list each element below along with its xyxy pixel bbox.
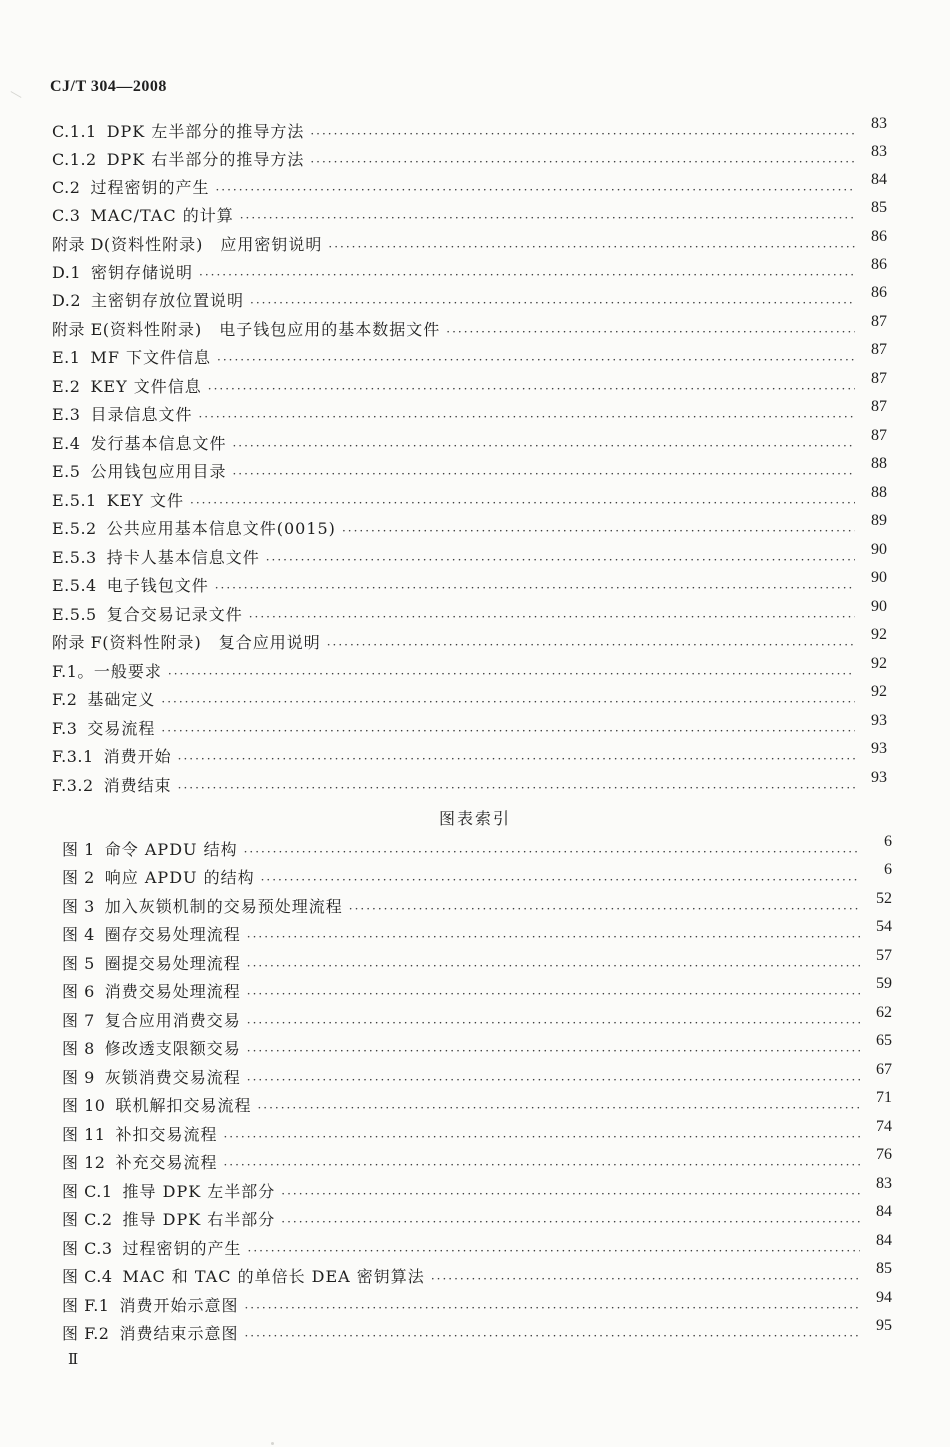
toc-entry-page: 87 bbox=[871, 341, 887, 358]
toc-entry-number: E.1 bbox=[52, 348, 81, 367]
page-number: Ⅱ bbox=[68, 1352, 79, 1368]
toc-entry-page: 87 bbox=[871, 398, 887, 415]
figure-entry-number: 图 11 bbox=[62, 1125, 106, 1144]
toc-entry-number: E.5.5 bbox=[52, 605, 97, 624]
toc-entry-number: F.3.2 bbox=[52, 776, 94, 795]
toc-entry-number: F.3 bbox=[52, 719, 78, 738]
figure-entry-page: 84 bbox=[876, 1203, 892, 1220]
figure-entry bbox=[62, 1176, 892, 1202]
figure-entry bbox=[62, 1290, 892, 1316]
toc-entry-title: 基础定义 bbox=[87, 690, 156, 709]
toc-entry-title: DPK 左半部分的推导方法 bbox=[106, 122, 305, 141]
toc-entry-number: C.3 bbox=[52, 206, 81, 225]
toc-entry-title: 公用钱包应用目录 bbox=[90, 462, 227, 481]
figure-entry-title: 过程密钥的产生 bbox=[122, 1239, 242, 1258]
dot-leader bbox=[247, 958, 860, 974]
toc-entry-title: (资料性附录) 电子钱包应用的基本数据文件 bbox=[102, 320, 441, 339]
toc-entry-number: E.4 bbox=[52, 434, 81, 453]
figure-entry-number: 图 C.4 bbox=[62, 1267, 113, 1286]
figure-entry-title: 修改透支限额交易 bbox=[104, 1039, 241, 1058]
toc-entry-title: MAC/TAC 的计算 bbox=[90, 206, 234, 225]
toc-entry-title: (资料性附录) 应用密钥说明 bbox=[103, 235, 323, 254]
figure-entry-title: 灰锁消费交易流程 bbox=[104, 1068, 241, 1087]
dot-leader bbox=[247, 1072, 860, 1088]
figure-entry-title: 圈提交易处理流程 bbox=[104, 954, 241, 973]
figure-entry bbox=[62, 1261, 892, 1287]
toc-entry-title: 电子钱包文件 bbox=[106, 576, 209, 595]
figure-entry-number: 图 3 bbox=[62, 897, 95, 916]
figure-entry-title: 命令 APDU 结构 bbox=[104, 840, 238, 859]
toc-entry-page: 86 bbox=[871, 228, 887, 245]
toc-entry-title: 交易流程 bbox=[87, 719, 156, 738]
dot-leader bbox=[247, 1015, 860, 1031]
figure-index-title: 图表索引 bbox=[438, 809, 511, 828]
figure-entry-title: MAC 和 TAC 的单倍长 DEA 密钥算法 bbox=[122, 1267, 425, 1286]
dot-leader bbox=[257, 1100, 860, 1116]
toc-entry-page: 89 bbox=[871, 512, 887, 529]
figure-entry-title: 消费结束示意图 bbox=[119, 1324, 239, 1343]
figure-entry-page: 85 bbox=[876, 1260, 892, 1277]
figure-entry-title: 消费交易处理流程 bbox=[104, 982, 241, 1001]
figure-entry-page: 84 bbox=[876, 1232, 892, 1249]
toc-entry-number: C.1.2 bbox=[52, 150, 97, 169]
toc-entry-title: 发行基本信息文件 bbox=[90, 434, 227, 453]
toc-entry-number: D.1 bbox=[52, 263, 82, 282]
toc-entry-page: 86 bbox=[871, 284, 887, 301]
figure-entry bbox=[62, 919, 892, 945]
toc-entry-number: F.3.1 bbox=[52, 747, 94, 766]
dot-leader bbox=[261, 872, 860, 888]
toc-entry-number: F.2 bbox=[52, 690, 78, 709]
figure-entry-number: 图 F.1 bbox=[62, 1296, 110, 1315]
toc-entry-page: 90 bbox=[871, 569, 887, 586]
figure-entry-page: 67 bbox=[876, 1061, 892, 1078]
figure-entry-page: 57 bbox=[876, 947, 892, 964]
figure-entry-title: 圈存交易处理流程 bbox=[104, 925, 241, 944]
figure-entry-number: 图 2 bbox=[62, 868, 95, 887]
toc-entry-number: E.5.1 bbox=[52, 491, 97, 510]
figure-entry-number: 图 8 bbox=[62, 1039, 95, 1058]
figure-entry-page: 71 bbox=[876, 1089, 892, 1106]
figure-entry bbox=[62, 1147, 892, 1173]
toc-entry-page: 84 bbox=[871, 171, 887, 188]
figure-entry-title: 联机解扣交易流程 bbox=[115, 1096, 252, 1115]
toc-entry-page: 92 bbox=[871, 626, 887, 643]
toc-entry-title: 密钥存储说明 bbox=[91, 263, 194, 282]
toc-entry-number: D.2 bbox=[52, 291, 82, 310]
toc-entry-title: KEY 文件信息 bbox=[90, 377, 202, 396]
figure-entry-title: 补充交易流程 bbox=[115, 1153, 218, 1172]
toc-entry-title: 消费结束 bbox=[103, 776, 172, 795]
figure-entry-number: 图 1 bbox=[62, 840, 95, 859]
toc-entry-page: 83 bbox=[871, 115, 887, 132]
toc-entry-number: C.1.1 bbox=[52, 122, 97, 141]
figure-entry bbox=[62, 1204, 892, 1230]
figure-entry-title: 补扣交易流程 bbox=[115, 1125, 218, 1144]
figure-entry-number: 图 12 bbox=[62, 1153, 106, 1172]
figure-entry-number: 图 4 bbox=[62, 925, 95, 944]
toc-entry-number: E.5.2 bbox=[52, 519, 97, 538]
figure-entry-page: 6 bbox=[884, 861, 892, 878]
standard-code: CJ/T 304—2008 bbox=[50, 78, 167, 95]
figure-entry bbox=[62, 1005, 892, 1031]
figure-entry-title: 消费开始示意图 bbox=[119, 1296, 239, 1315]
figure-entry-title: 推导 DPK 右半部分 bbox=[122, 1210, 276, 1229]
figure-entry-page: 6 bbox=[884, 833, 892, 850]
figure-entry-number: 图 C.2 bbox=[62, 1210, 113, 1229]
toc-entry-number: F.1。 bbox=[52, 662, 94, 681]
toc-entry-number: 附录 E bbox=[52, 320, 103, 339]
figure-entry bbox=[62, 1318, 892, 1344]
toc-entry-title: 目录信息文件 bbox=[90, 405, 193, 424]
figure-entry bbox=[62, 1233, 892, 1259]
toc-entry-page: 83 bbox=[871, 143, 887, 160]
toc-entry-page: 85 bbox=[871, 199, 887, 216]
dot-leader bbox=[223, 1129, 860, 1145]
toc-entry-page: 92 bbox=[871, 683, 887, 700]
figure-entry-page: 62 bbox=[876, 1004, 892, 1021]
toc-entry-page: 86 bbox=[871, 256, 887, 273]
toc-entry-number: E.3 bbox=[52, 405, 81, 424]
figure-entry-title: 响应 APDU 的结构 bbox=[104, 868, 255, 887]
toc-entry-title: (资料性附录) 复合应用说明 bbox=[102, 633, 321, 652]
toc-entry-title: 过程密钥的产生 bbox=[90, 178, 210, 197]
figure-entry-number: 图 C.1 bbox=[62, 1182, 113, 1201]
toc-entry-title: 持卡人基本信息文件 bbox=[106, 548, 260, 567]
dot-leader bbox=[247, 1043, 860, 1059]
toc-entry-number: 附录 D bbox=[52, 235, 104, 254]
figure-entry bbox=[62, 1033, 892, 1059]
figure-entry-page: 59 bbox=[876, 975, 892, 992]
figure-entry-number: 图 10 bbox=[62, 1096, 106, 1115]
dot-leader bbox=[244, 1328, 860, 1344]
figure-entry bbox=[62, 1090, 892, 1116]
toc-entry-page: 88 bbox=[871, 484, 887, 501]
scan-mark bbox=[271, 1442, 274, 1445]
toc-entry-page: 92 bbox=[871, 655, 887, 672]
figure-entry-number: 图 5 bbox=[62, 954, 95, 973]
figure-entry-number: 图 6 bbox=[62, 982, 95, 1001]
dot-leader bbox=[247, 929, 860, 945]
toc-entry-number: C.2 bbox=[52, 178, 81, 197]
figure-entry-title: 复合应用消费交易 bbox=[104, 1011, 241, 1030]
toc-entry-title: 消费开始 bbox=[103, 747, 172, 766]
dot-leader bbox=[431, 1271, 860, 1287]
toc-entry-page: 90 bbox=[871, 598, 887, 615]
toc-entry-page: 90 bbox=[871, 541, 887, 558]
toc-entry-title: 公共应用基本信息文件(0015) bbox=[106, 519, 336, 538]
figure-entry bbox=[62, 862, 892, 888]
toc-entry-number: E.5 bbox=[52, 462, 81, 481]
figure-entry bbox=[62, 891, 892, 917]
figure-entry bbox=[62, 834, 892, 860]
dot-leader bbox=[247, 986, 860, 1002]
dot-leader bbox=[248, 1243, 860, 1259]
figure-entry-page: 65 bbox=[876, 1032, 892, 1049]
figure-entry-page: 95 bbox=[876, 1317, 892, 1334]
toc-entry-title: 主密钥存放位置说明 bbox=[91, 291, 245, 310]
toc-entry-page: 93 bbox=[871, 712, 887, 729]
toc-entry-number: E.5.4 bbox=[52, 576, 97, 595]
dot-leader bbox=[281, 1214, 860, 1230]
dot-leader bbox=[349, 901, 860, 917]
figure-entry-title: 加入灰锁机制的交易预处理流程 bbox=[104, 897, 343, 916]
toc-entry-page: 93 bbox=[871, 769, 887, 786]
toc-entry-page: 87 bbox=[871, 427, 887, 444]
figure-entry-number: 图 9 bbox=[62, 1068, 95, 1087]
figure-entry-number: 图 F.2 bbox=[62, 1324, 110, 1343]
figure-entry bbox=[62, 1119, 892, 1145]
figure-entry-page: 83 bbox=[876, 1175, 892, 1192]
figure-entry-page: 54 bbox=[876, 918, 892, 935]
toc-entry-title: KEY 文件 bbox=[106, 491, 185, 510]
figure-entry-page: 74 bbox=[876, 1118, 892, 1135]
figure-entry-title: 推导 DPK 左半部分 bbox=[122, 1182, 276, 1201]
figure-entry bbox=[62, 976, 892, 1002]
toc-entry-number: 附录 F bbox=[52, 633, 103, 652]
figure-entry-page: 76 bbox=[876, 1146, 892, 1163]
figure-entry-page: 94 bbox=[876, 1289, 892, 1306]
dot-leader bbox=[223, 1157, 860, 1173]
figure-entry bbox=[62, 1062, 892, 1088]
toc-entry-page: 87 bbox=[871, 370, 887, 387]
figure-entry bbox=[62, 948, 892, 974]
figure-entry-number: 图 C.3 bbox=[62, 1239, 113, 1258]
figure-entry-page: 52 bbox=[876, 890, 892, 907]
toc-entry-page: 93 bbox=[871, 740, 887, 757]
toc-entry-page: 88 bbox=[871, 455, 887, 472]
toc-entry-title: MF 下文件信息 bbox=[90, 348, 212, 367]
toc-entry-title: DPK 右半部分的推导方法 bbox=[106, 150, 305, 169]
toc-entry-number: E.2 bbox=[52, 377, 81, 396]
dot-leader bbox=[281, 1186, 860, 1202]
toc-entry-number: E.5.3 bbox=[52, 548, 97, 567]
dot-leader bbox=[244, 1300, 860, 1316]
toc-entry-page: 87 bbox=[871, 313, 887, 330]
toc-entry-title: 一般要求 bbox=[93, 662, 162, 681]
dot-leader bbox=[244, 844, 860, 860]
toc-entry-title: 复合交易记录文件 bbox=[106, 605, 243, 624]
figure-entry-number: 图 7 bbox=[62, 1011, 95, 1030]
